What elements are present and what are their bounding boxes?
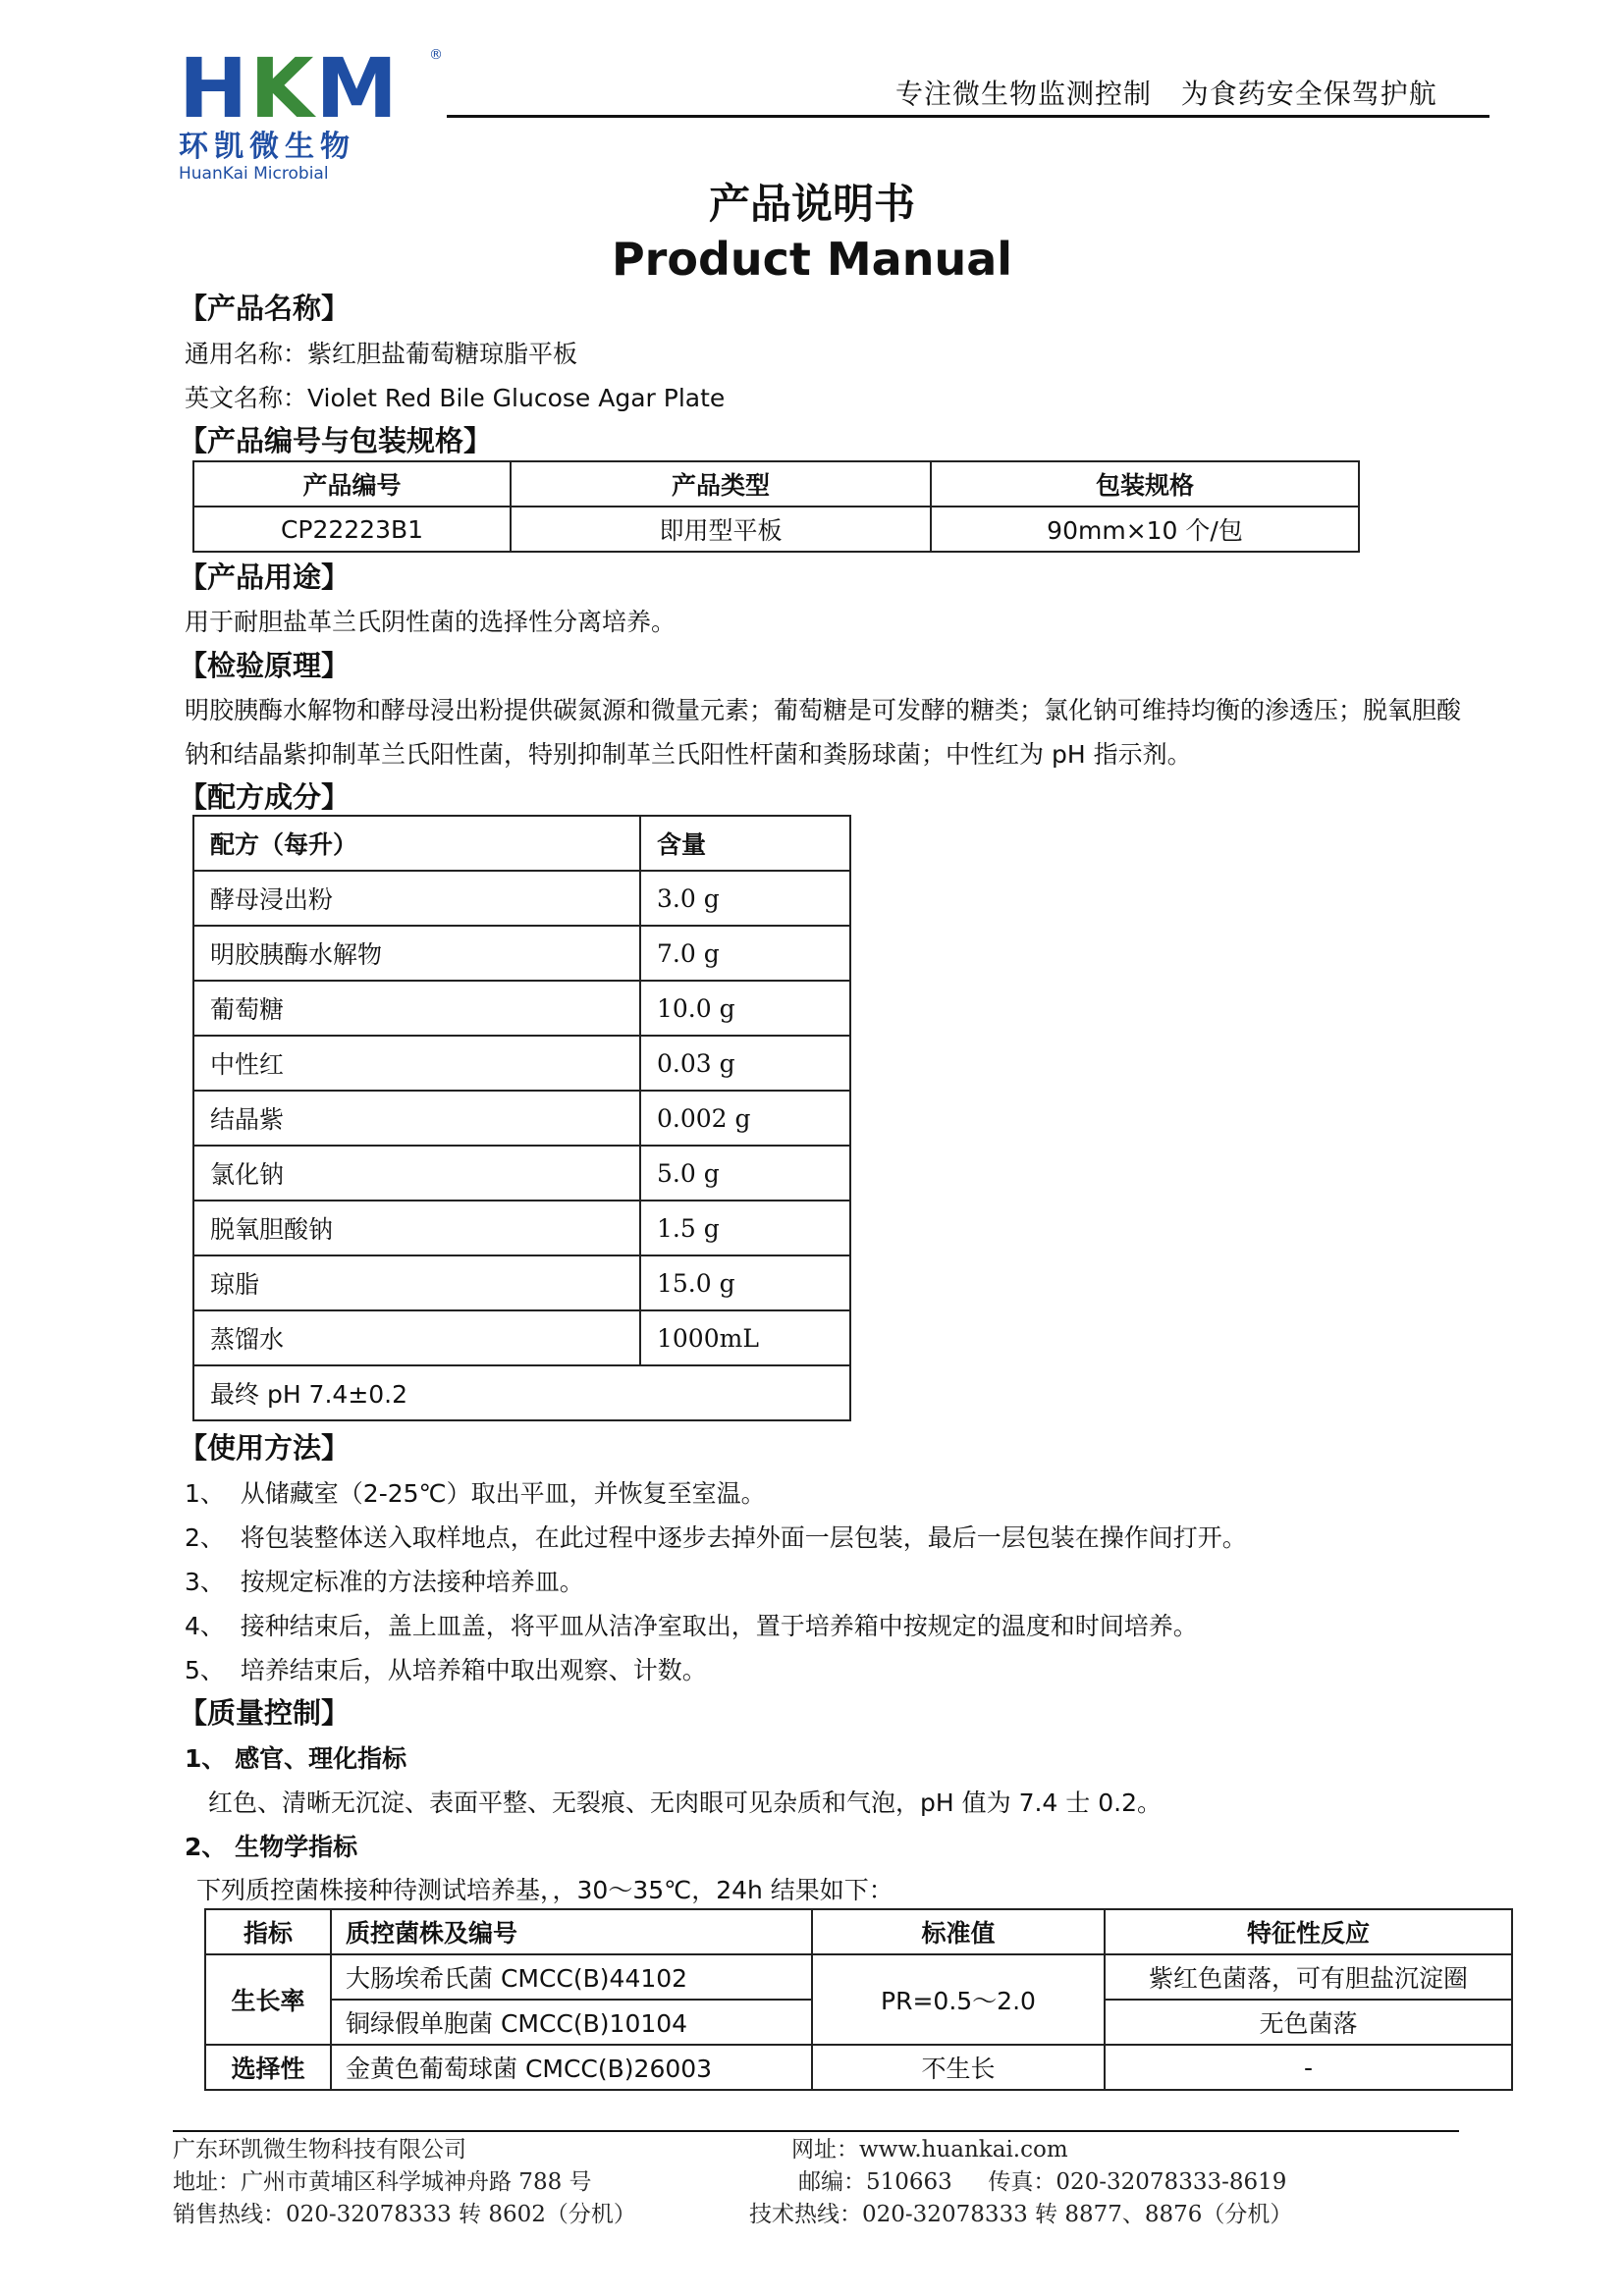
method-step: 3、 按规定标准的方法接种培养皿。 — [185, 1568, 584, 1596]
table-row — [193, 1365, 850, 1420]
qc-subheading-biological: 2、 生物学指标 — [185, 1833, 358, 1861]
method-step: 2、 将包装整体送入取样地点，在此过程中逐步去掉外面一层包装，最后一层包装在操作间打开。 — [185, 1523, 1247, 1552]
qc-table — [204, 1908, 1513, 2091]
header-slogan: 专注微生物监测控制 为食药安全保驾护航 — [895, 78, 1437, 110]
table-row — [205, 1954, 1512, 2000]
method-step: 1、 从储藏室（2-25℃）取出平皿，并恢复至室温。 — [185, 1479, 766, 1508]
table-header: 包装规格 — [931, 461, 1359, 507]
table-row — [193, 1255, 850, 1310]
table-row — [205, 2045, 1512, 2090]
section-heading-usage: 【产品用途】 — [179, 561, 351, 594]
qc-biological-text: 下列质控菌株接种待测试培养基，，30～35℃，24h 结果如下： — [196, 1876, 893, 1904]
growth-rate-label: 生长率 — [205, 1954, 331, 2045]
table-cell: 90mm×10 个/包 — [931, 507, 1359, 552]
formula-table — [192, 815, 851, 1421]
table-header: 特征性反应 — [1105, 1909, 1512, 1954]
section-heading-formula: 【配方成分】 — [179, 780, 351, 814]
table-header: 配方（每升） — [193, 816, 640, 871]
english-name: 英文名称：Violet Red Bile Glucose Agar Plate — [185, 384, 726, 412]
section-heading-packaging: 【产品编号与包装规格】 — [179, 424, 493, 457]
logo-mark: HKM — [179, 40, 400, 136]
ingredient-name: 结晶紫 — [193, 1091, 640, 1146]
ingredient-amount: 1000mL — [640, 1310, 850, 1365]
ingredient-amount: 0.03 g — [640, 1036, 850, 1091]
table-row — [193, 1036, 850, 1091]
table-header: 含量 — [640, 816, 850, 871]
common-name: 通用名称：紫红胆盐葡萄糖琼脂平板 — [185, 340, 578, 368]
ingredient-amount: 0.002 g — [640, 1091, 850, 1146]
table-row — [193, 1201, 850, 1255]
growth-standard: PR=0.5～2.0 — [812, 1954, 1105, 2045]
strain-cell: 大肠埃希氏菌 CMCC(B)44102 — [331, 1954, 812, 2000]
method-step: 5、 培养结束后，从培养箱中取出观察、计数。 — [185, 1656, 707, 1684]
ingredient-amount: 1.5 g — [640, 1201, 850, 1255]
footer-divider — [173, 2130, 1459, 2132]
selectivity-standard: 不生长 — [812, 2045, 1105, 2090]
logo-chinese-name: 环凯微生物 — [179, 130, 355, 164]
qc-subheading-physical: 1、 感官、理化指标 — [185, 1744, 407, 1773]
table-row — [193, 1146, 850, 1201]
ingredient-amount: 5.0 g — [640, 1146, 850, 1201]
logo-english-name: HuanKai Microbial — [179, 164, 329, 184]
footer-website[interactable]: 网址：www.huankai.com — [791, 2137, 1068, 2163]
ingredient-amount: 7.0 g — [640, 926, 850, 981]
table-header: 指标 — [205, 1909, 331, 1954]
table-row — [193, 1091, 850, 1146]
packaging-table — [192, 460, 1360, 553]
header-divider — [447, 115, 1489, 118]
reaction-cell: 紫红色菌落，可有胆盐沉淀圈 — [1105, 1954, 1512, 2000]
table-row — [193, 926, 850, 981]
reaction-cell: 无色菌落 — [1105, 2000, 1512, 2045]
table-header: 产品编号 — [193, 461, 511, 507]
final-ph: 最终 pH 7.4±0.2 — [193, 1365, 850, 1420]
footer-sales-hotline: 销售热线：020-32078333 转 8602（分机） — [173, 2202, 636, 2227]
selectivity-label: 选择性 — [205, 2045, 331, 2090]
ingredient-name: 琼脂 — [193, 1255, 640, 1310]
table-row — [193, 981, 850, 1036]
qc-physical-text: 红色、清晰无沉淀、表面平整、无裂痕、无肉眼可见杂质和气泡，pH 值为 7.4 士 0.2。 — [208, 1789, 1162, 1817]
table-header: 标准值 — [812, 1909, 1105, 1954]
ingredient-name: 中性红 — [193, 1036, 640, 1091]
reaction-cell: - — [1105, 2045, 1512, 2090]
ingredient-name: 明胶胰酶水解物 — [193, 926, 640, 981]
table-cell: 即用型平板 — [511, 507, 931, 552]
section-heading-method: 【使用方法】 — [179, 1431, 351, 1465]
method-step: 4、 接种结束后，盖上皿盖，将平皿从洁净室取出，置于培养箱中按规定的温度和时间培养。 — [185, 1612, 1198, 1640]
table-cell: CP22223B1 — [193, 507, 511, 552]
table-header: 产品类型 — [511, 461, 931, 507]
ingredient-name: 蒸馏水 — [193, 1310, 640, 1365]
usage-text: 用于耐胆盐革兰氏阴性菌的选择性分离培养。 — [185, 608, 677, 636]
page-title-cn: 产品说明书 — [708, 180, 915, 228]
ingredient-amount: 10.0 g — [640, 981, 850, 1036]
ingredient-amount: 15.0 g — [640, 1255, 850, 1310]
ingredient-amount: 3.0 g — [640, 871, 850, 926]
principle-line-2: 钠和结晶紫抑制革兰氏阳性菌，特别抑制革兰氏阳性杆菌和粪肠球菌；中性红为 pH 指示剂。 — [185, 740, 1192, 769]
table-header: 质控菌株及编号 — [331, 1909, 812, 1954]
ingredient-name: 酵母浸出粉 — [193, 871, 640, 926]
ingredient-name: 葡萄糖 — [193, 981, 640, 1036]
principle-line-1: 明胶胰酶水解物和酵母浸出粉提供碳氮源和微量元素；葡萄糖是可发酵的糖类；氯化钠可维持均衡的渗透压；脱氧胆酸 — [185, 696, 1462, 724]
table-row — [193, 871, 850, 926]
page-title-en: Product Manual — [611, 233, 1013, 286]
section-heading-principle: 【检验原理】 — [179, 649, 351, 682]
company-logo — [179, 40, 454, 184]
footer-company: 广东环凯微生物科技有限公司 — [173, 2137, 466, 2163]
strain-cell: 金黄色葡萄球菌 CMCC(B)26003 — [331, 2045, 812, 2090]
section-heading-product-name: 【产品名称】 — [179, 292, 351, 325]
footer-address: 地址：广州市黄埔区科学城神舟路 788 号 — [173, 2169, 592, 2195]
strain-cell: 铜绿假单胞菌 CMCC(B)10104 — [331, 2000, 812, 2045]
footer-tech-hotline: 技术热线：020-32078333 转 8877、8876（分机） — [749, 2202, 1293, 2227]
section-heading-qc: 【质量控制】 — [179, 1696, 351, 1730]
footer-postcode-fax: 邮编：510663 传真：020-32078333-8619 — [798, 2169, 1287, 2195]
table-row — [193, 1310, 850, 1365]
ingredient-name: 氯化钠 — [193, 1146, 640, 1201]
ingredient-name: 脱氧胆酸钠 — [193, 1201, 640, 1255]
registered-mark: ® — [429, 47, 443, 63]
